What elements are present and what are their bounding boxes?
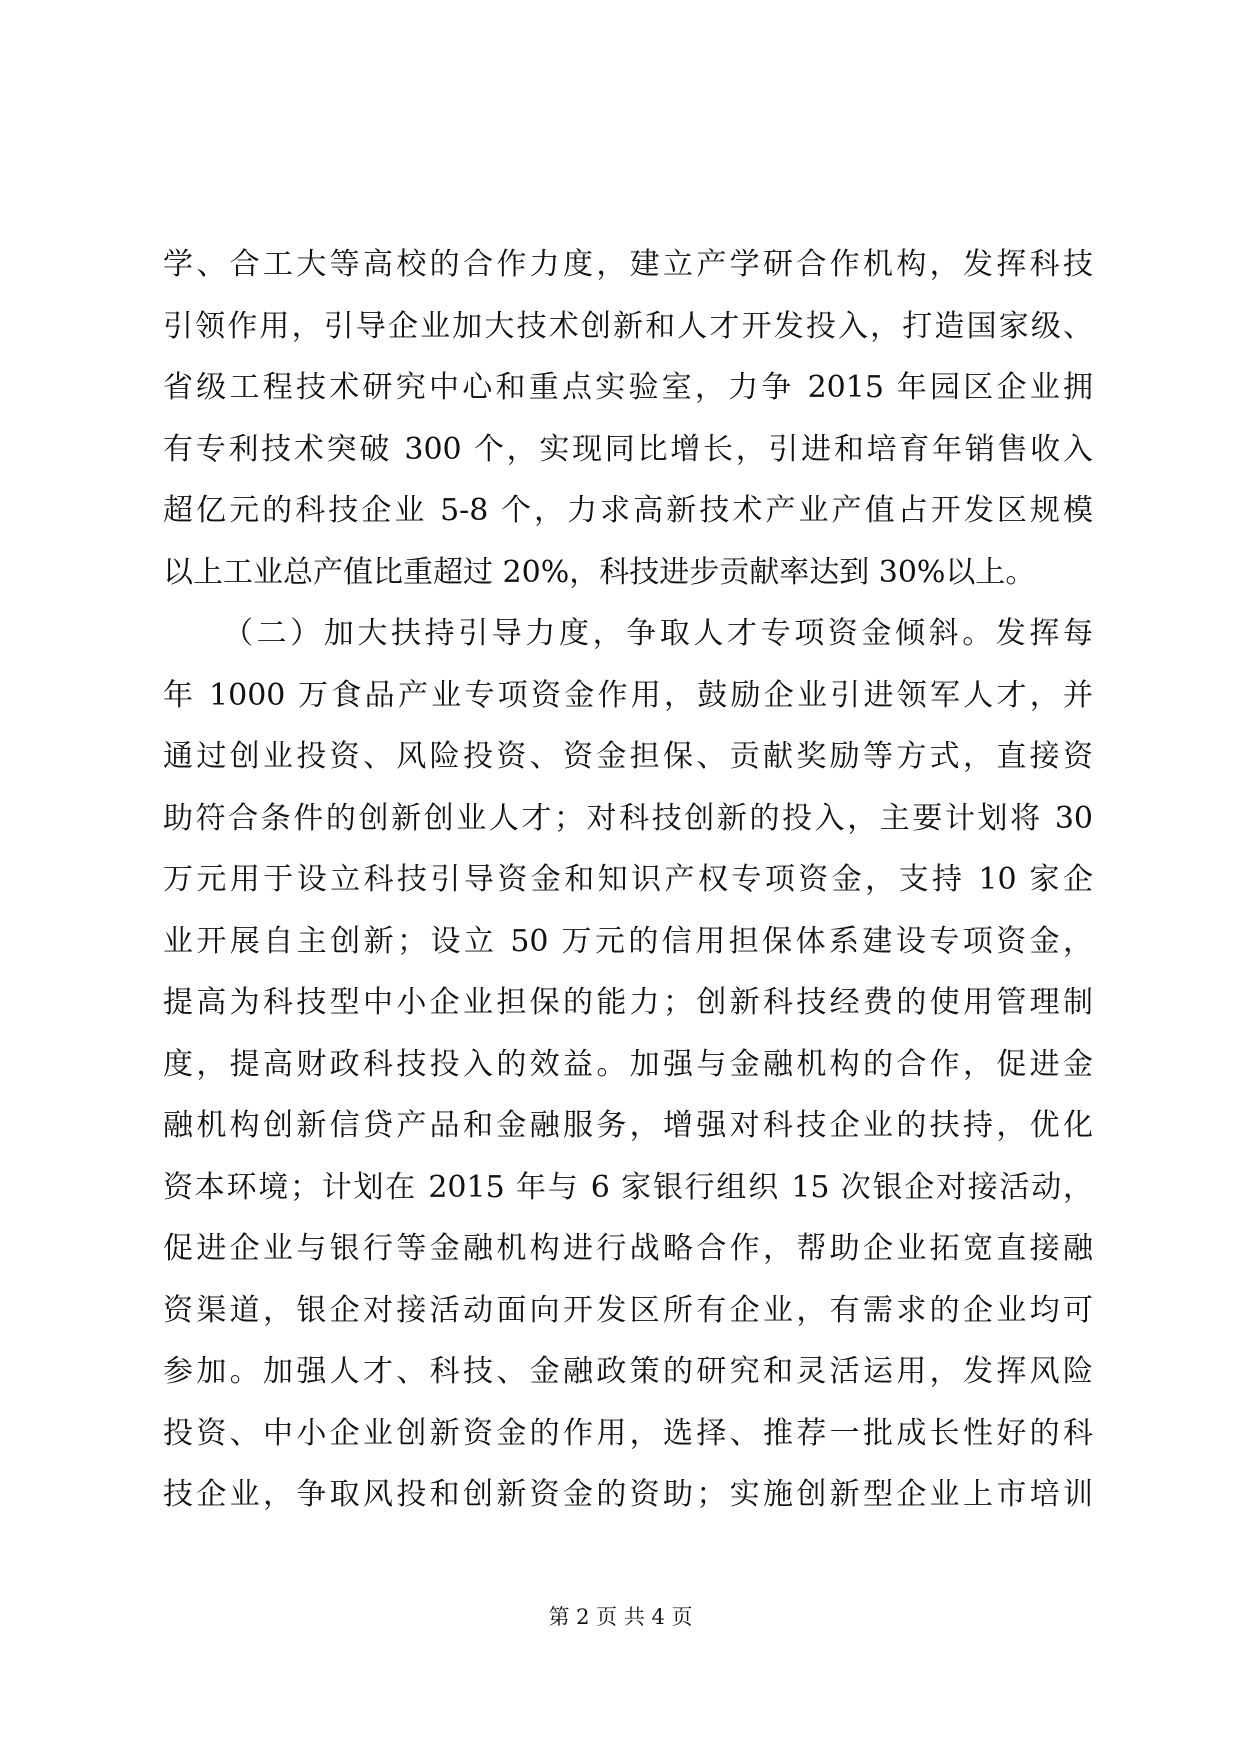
text-line: 学、合工大等高校的合作力度，建立产学研合作机构，发挥科技 [163,247,1093,282]
text-line: 技企业，争取风投和创新资金的资助；实施创新型企业上市培训 [163,1477,1093,1512]
text-line: 引领作用，引导企业加大技术创新和人才开发投入，打造国家级、 [163,308,1093,344]
text-line: 助符合条件的创新创业人才；对科技创新的投入，主要计划将 30 [163,800,1093,836]
text-line: 万元用于设立科技引导资金和知识产权专项资金，支持 10 家企 [163,862,1093,897]
text-line: 年 1000 万食品产业专项资金作用，鼓励企业引进领军人才，并 [163,677,1093,713]
body-text [163,234,1093,1526]
text-line: 融机构创新信贷产品和金融服务，增强对科技企业的扶持，优化 [163,1108,1093,1143]
text-line: 资渠道，银企对接活动面向开发区所有企业，有需求的企业均可 [163,1292,1093,1328]
text-line: 以上工业总产值比重超过 20%，科技进步贡献率达到 30%以上。 [163,554,1036,590]
text-line: 业开展自主创新；设立 50 万元的信用担保体系建设专项资金， [163,923,1093,959]
section-heading-line: （二）加大扶持引导力度，争取人才专项资金倾斜。发挥每 [223,616,1093,651]
text-line: 省级工程技术研究中心和重点实验室，力争 2015 年园区企业拥 [163,370,1093,405]
text-line: 有专利技术突破 300 个，实现同比增长，引进和培育年销售收入 [163,431,1093,467]
text-line: 资本环境；计划在 2015 年与 6 家银行组织 15 次银企对接活动， [163,1169,1093,1205]
text-line: 超亿元的科技企业 5-8 个，力求高新技术产业产值占开发区规模 [163,493,1093,528]
text-line: 参加。加强人才、科技、金融政策的研究和灵活运用，发挥风险 [163,1354,1093,1389]
text-line: 提高为科技型中小企业担保的能力；创新科技经费的使用管理制 [163,985,1093,1020]
text-line: 通过创业投资、风险投资、资金担保、贡献奖励等方式，直接资 [163,739,1093,774]
text-line: 投资、中小企业创新资金的作用，选择、推荐一批成长性好的科 [163,1415,1093,1451]
text-line: 度，提高财政科技投入的效益。加强与金融机构的合作，促进金 [163,1046,1093,1082]
text-line: 促进企业与银行等金融机构进行战略合作，帮助企业拓宽直接融 [163,1231,1093,1266]
page-number-footer: 第 2 页 共 4 页 [548,1605,693,1629]
